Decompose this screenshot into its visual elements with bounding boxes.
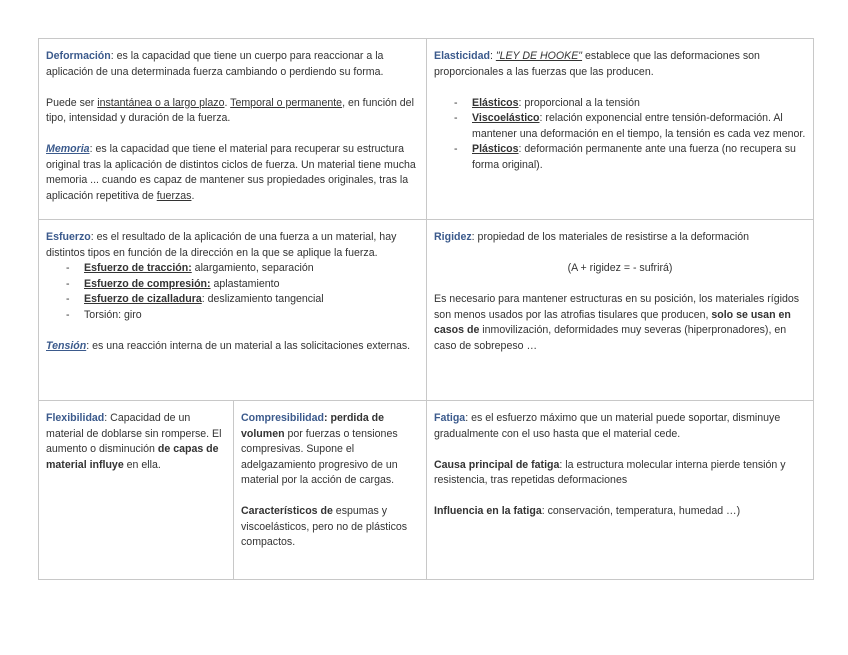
label-elasticos: Elásticos xyxy=(472,96,519,109)
label-compresion: Esfuerzo de compresión: xyxy=(84,277,211,290)
term-memoria: Memoria xyxy=(46,143,90,155)
text-elasticos: : proporcional a la tensión xyxy=(518,96,640,109)
text-compresibilidad: por fuerzas o tensiones compresivas. Supone el adelgazamiento progresivo de un material por la acción de cargas. xyxy=(241,427,398,486)
list-item xyxy=(434,111,806,142)
text-sep: . xyxy=(224,96,231,109)
text-memoria: : es la capacidad que tiene el material para recuperar su estructura original tras la aplicación de distintos ciclos de fuerza. Un material tiene mucha memoria ... cuando es capaz de mantener sus propiedades originales, tras la aplicación repetitiva de xyxy=(46,143,416,202)
label-viscoelastico: Viscoelástico xyxy=(472,112,540,124)
label-plasticos: Plásticos xyxy=(472,143,519,155)
list-item xyxy=(434,96,806,112)
cell-fatiga xyxy=(427,401,813,579)
text-influencia: : conservación, temperatura, humedad …) xyxy=(541,505,741,517)
term-flexibilidad: Flexibilidad xyxy=(46,412,105,424)
term-fatiga: Fatiga xyxy=(434,412,466,424)
text-espumas: espumas y viscoelásticos, pero no de plásticos compactos. xyxy=(241,505,408,548)
text-caracteristicos: Característicos de xyxy=(241,505,333,517)
text-viscoelastico: : relación exponencial entre tensión-deformación. Al mantener una deformación en el tiempo, la tensión es cada vez menor. xyxy=(472,112,806,140)
text-torsion: Torsión: giro xyxy=(84,308,142,321)
text-compresion: aplastamiento xyxy=(210,277,280,290)
cell-flexibilidad xyxy=(39,401,233,579)
link-instantanea[interactable]: instantánea o a largo plazo xyxy=(97,96,225,109)
term-elasticidad: Elasticidad xyxy=(434,50,490,62)
cell-rigidez xyxy=(427,220,813,400)
text-causa: : la estructura molecular interna pierde tensión y resistencia, tras repetidas deformaciones xyxy=(434,458,786,486)
text-rigidez: : propiedad de los materiales de resistirse a la deformación xyxy=(471,231,750,243)
text-elasticidad: establece que las deformaciones son proporcionales a las fuerzas que las producen. xyxy=(434,50,760,78)
cell-compresibilidad xyxy=(234,401,426,579)
term-esfuerzo: Esfuerzo xyxy=(46,231,91,243)
text-tension: : es una reacción interna de un material a las solicitaciones externas. xyxy=(86,339,411,352)
list-item xyxy=(434,142,806,173)
text-esfuerzo: : es el resultado de la aplicación de una fuerza a un material, hay distintos tipos en función de la dirección en la que se aplique la fuerza. xyxy=(46,231,397,259)
list-item xyxy=(46,292,419,308)
text-traccion: alargamiento, separación xyxy=(191,262,314,274)
term-tension: Tensión xyxy=(46,339,87,352)
text-funcion: , en función del tipo, intensidad y duración de la fuerza. xyxy=(46,96,414,124)
formula-rigidez: (A + rigidez = - sufrirá) xyxy=(567,262,673,274)
text-flexibilidad-bold: de capas de material influye xyxy=(46,443,219,471)
text-puede-ser: Puede ser xyxy=(46,96,98,109)
text-plasticos: : deformación permanente ante una fuerza (no recupera su forma original). xyxy=(472,143,796,171)
list-elasticidad xyxy=(434,96,806,174)
text-rigidez-end: inmovilización, deformidades muy severas (hiperpronadores), en caso de sobrepeso … xyxy=(434,324,787,352)
text-influencia-bold: Influencia en la fatiga xyxy=(434,505,542,517)
text-rigidez-bold: solo se usan en casos de xyxy=(434,308,791,336)
term-rigidez: Rigidez xyxy=(434,231,472,243)
text-fatiga: : es el esfuerzo máximo que un material puede soportar, disminuye gradualmente con el uso hasta que el material cede. xyxy=(434,412,781,440)
text-memoria-end: . xyxy=(191,189,195,202)
term-compresibilidad: Compresibilidad xyxy=(241,412,324,424)
text-rigidez-uso: Es necesario para mantener estructuras en su posición, los materiales rígidos son menos usados por las atrofias tisulares que producen, xyxy=(434,293,800,321)
text-cizalladura: : deslizamiento tangencial xyxy=(201,293,324,305)
text-colon: : xyxy=(489,50,496,62)
list-item xyxy=(46,308,419,324)
label-traccion: Esfuerzo de tracción: xyxy=(84,262,192,274)
list-esfuerzo xyxy=(46,261,419,323)
text-flexibilidad-end: en ella. xyxy=(123,458,161,471)
list-item xyxy=(46,277,419,293)
text-compresibilidad-bold: : perdida de volumen xyxy=(241,412,385,440)
text-deformacion: : es la capacidad que tiene un cuerpo para reaccionar a la aplicación de una determinada fuerza cambiando o perdiendo su forma. xyxy=(46,50,384,78)
cell-deformacion xyxy=(39,39,426,219)
link-temporal[interactable]: Temporal o permanente xyxy=(230,96,343,109)
text-causa-bold: Causa principal de fatiga xyxy=(434,458,560,471)
list-item xyxy=(46,261,419,277)
term-deformacion: Deformación xyxy=(46,50,111,62)
link-fuerzas[interactable]: fuerzas xyxy=(156,189,192,202)
link-ley-hooke[interactable]: "LEY DE HOOKE" xyxy=(495,50,583,62)
label-cizalladura: Esfuerzo de cizalladura xyxy=(84,293,202,305)
text-flexibilidad: : Capacidad de un material de doblarse sin romperse. El aumento o disminución xyxy=(46,412,222,455)
cell-elasticidad xyxy=(427,39,813,219)
cell-esfuerzo xyxy=(39,220,426,400)
properties-table xyxy=(38,38,814,580)
